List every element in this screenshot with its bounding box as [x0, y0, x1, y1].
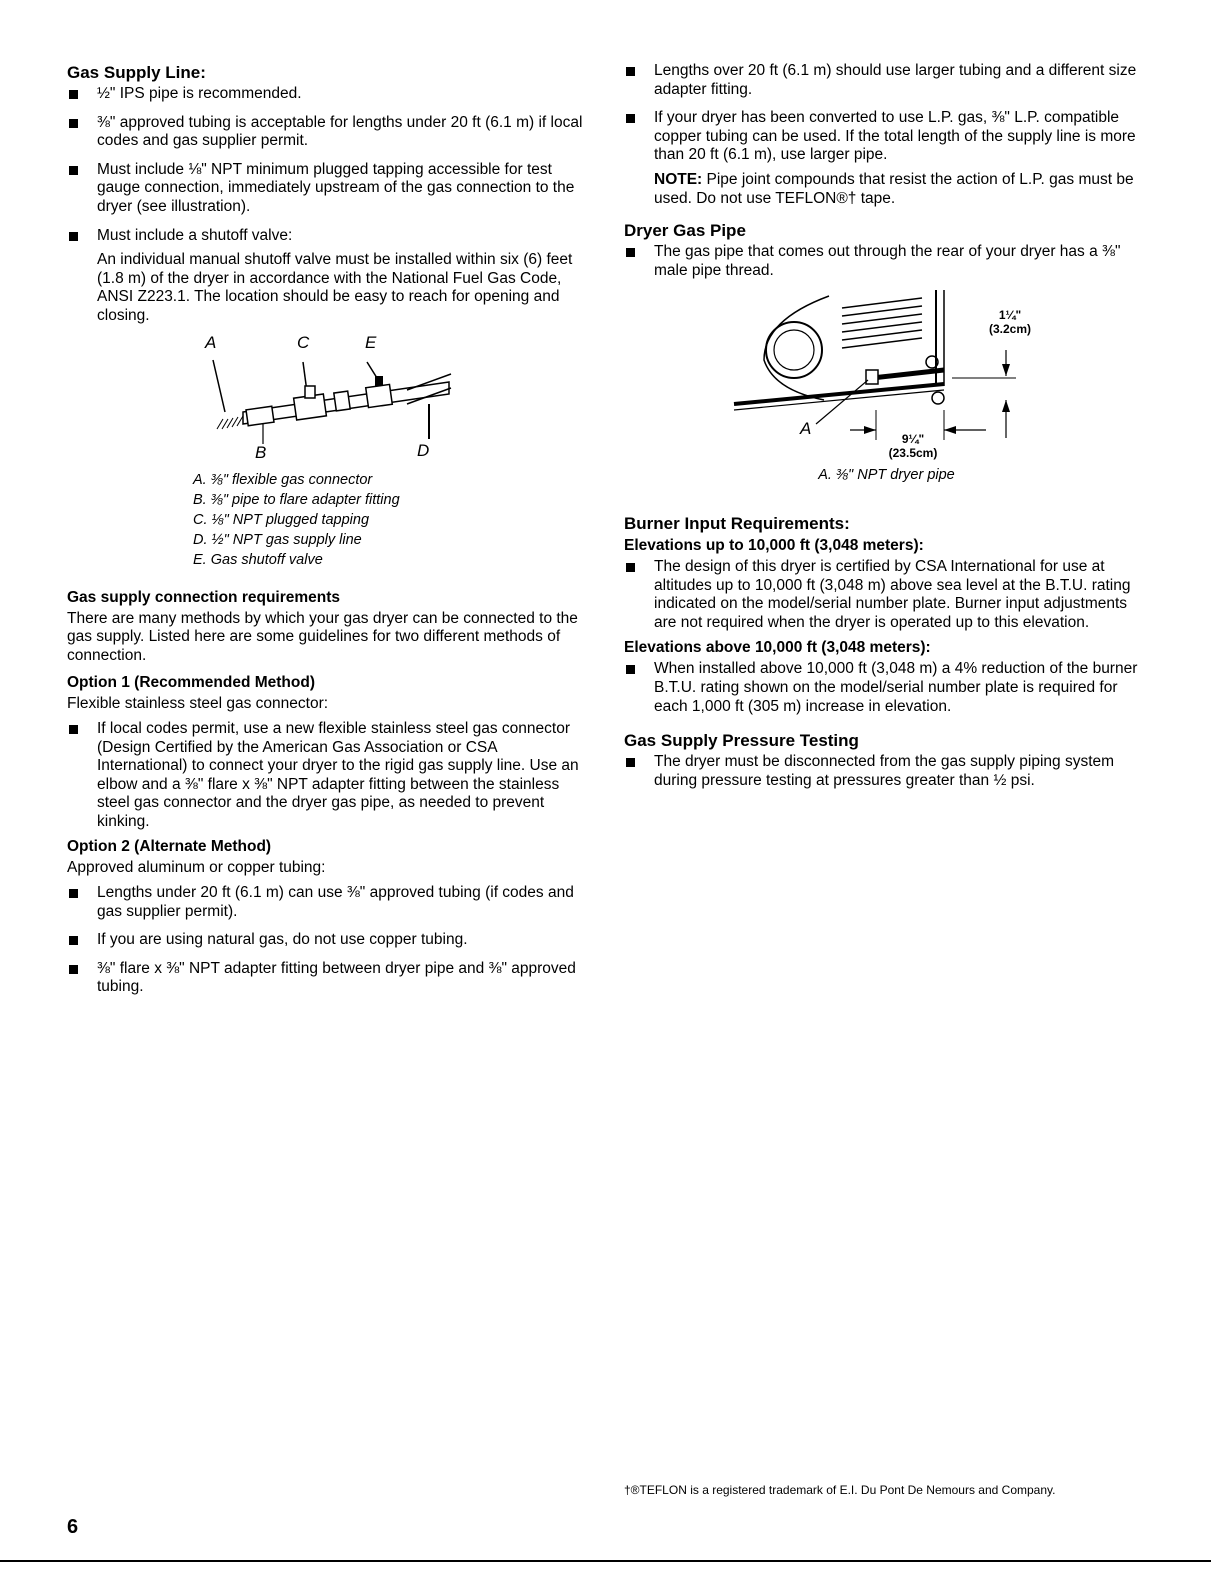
gas-supply-line-list	[67, 85, 589, 245]
gas-connection-illustration	[67, 334, 589, 464]
note-paragraph	[624, 171, 1149, 208]
burner-sub1: Elevations up to 10,000 ft (3,048 meters):	[624, 536, 924, 554]
list-item: Lengths over 20 ft (6.1 m) should use larger tubing and a different size adapter fitting.	[624, 62, 1149, 99]
dim-vertical	[978, 308, 1042, 336]
dim-vertical-imperial: 1¼"	[998, 308, 1022, 323]
list-item: ½" IPS pipe is recommended.	[67, 85, 589, 104]
list-item: When installed above 10,000 ft (3,048 m) a 4% reduction of the burner B.T.U. rating shown on the model/serial number plate is required for each 1,000 ft (305 m) increase in elevation.	[624, 660, 1149, 716]
dryer-gas-pipe-list	[624, 243, 1149, 280]
list-item: The gas pipe that comes out through the rear of your dryer has a ⅜" male pipe thread.	[624, 243, 1149, 280]
shutoff-valve-text: An individual manual shutoff valve must be installed within six (6) feet (1.8 m) of the dryer in accordance with the National Fuel Gas Code, ANSI Z223.1. The location should be easy to reach for opening and closing.	[97, 251, 573, 324]
figure-label-a: A	[800, 419, 812, 439]
trademark-footnote: †®TEFLON is a registered trademark of E.I. Du Pont De Nemours and Company.	[624, 1483, 1056, 1497]
figure-label-c: C	[297, 332, 310, 352]
caption-e: E. Gas shutoff valve	[193, 551, 323, 568]
gas-connection-figure	[67, 334, 589, 464]
dim-horizontal-metric: (23.5cm)	[888, 446, 938, 461]
list-item: If local codes permit, use a new flexible stainless steel gas connector (Design Certified by the American Gas Association or CSA International) to connect your dryer to the rigid gas supply line. Use an elbow and a ⅜" flare x ⅜" NPT adapter fitting between the stainless steel gas connector and the dryer gas pipe, as needed to prevent kinking.	[67, 720, 589, 832]
option1-heading: Option 1 (Recommended Method)	[67, 674, 315, 692]
burner-list-2	[624, 660, 1149, 716]
caption-c: C. ⅛" NPT plugged tapping	[193, 511, 370, 528]
page-number: 6	[67, 1516, 79, 1538]
burner-heading: Burner Input Requirements:	[624, 513, 850, 533]
figure-label-d: D	[417, 440, 430, 460]
pressure-testing-heading: Gas Supply Pressure Testing	[624, 731, 859, 751]
connection-requirements-heading: Gas supply connection requirements	[67, 588, 341, 606]
dryer-pipe-caption: A. ⅜" NPT dryer pipe	[818, 467, 955, 484]
burner-sub2: Elevations above 10,000 ft (3,048 meters):	[624, 639, 931, 657]
bottom-rule	[0, 1560, 1211, 1562]
figure-captions	[67, 470, 589, 570]
caption-d: D. ½" NPT gas supply line	[193, 531, 362, 548]
figure-label-b: B	[255, 442, 267, 462]
list-item: The dryer must be disconnected from the gas supply piping system during pressure testing at pressures greater than ½ psi.	[624, 753, 1149, 790]
figure-label-a: A	[205, 332, 217, 352]
dim-horizontal	[878, 432, 948, 460]
list-item: Must include a shutoff valve:	[67, 227, 589, 246]
tubing-list	[624, 62, 1149, 165]
option1-list	[67, 720, 589, 832]
list-item: The design of this dryer is certified by CSA International for use at altitudes up to 10,000 ft (3,048 m) above sea level at the B.T.U. rating indicated on the model/serial number plate. Burner input adjustments are not required when the dryer is operated up to this elevation.	[624, 558, 1149, 632]
caption-a: A. ⅜" flexible gas connector	[193, 471, 373, 488]
option2-heading: Option 2 (Alternate Method)	[67, 838, 272, 856]
list-item: Lengths under 20 ft (6.1 m) can use ⅜" approved tubing (if codes and gas supplier permit).	[67, 884, 589, 921]
dryer-gas-pipe-heading: Dryer Gas Pipe	[624, 221, 746, 241]
right-column	[624, 62, 1149, 800]
list-item: ⅜" approved tubing is acceptable for lengths under 20 ft (6.1 m) if local codes and gas supplier permit.	[67, 114, 589, 151]
list-item: ⅜" flare x ⅜" NPT adapter fitting between dryer pipe and ⅜" approved tubing.	[67, 960, 589, 997]
burner-list-1	[624, 558, 1149, 632]
connection-intro: There are many methods by which your gas dryer can be connected to the gas supply. Listed here are some guidelines for two different methods of connection.	[67, 609, 578, 664]
note-label: NOTE:	[654, 170, 703, 188]
note-text: Pipe joint compounds that resist the action of L.P. gas must be used. Do not use TEFLON®† tape.	[654, 170, 1134, 207]
figure-label-e: E	[365, 332, 377, 352]
list-item: Must include ⅛" NPT minimum plugged tapping accessible for test gauge connection, immediately upstream of the gas connection to the dryer (see illustration).	[67, 161, 589, 217]
option2-list	[67, 884, 589, 997]
dim-horizontal-imperial: 9¼"	[901, 432, 925, 447]
caption-b: B. ⅜" pipe to flare adapter fitting	[193, 491, 400, 508]
pressure-testing-list	[624, 753, 1149, 790]
list-item: If your dryer has been converted to use L.P. gas, ⅜" L.P. compatible copper tubing can be used. If the total length of the supply line is more than 20 ft (6.1 m), use larger pipe.	[624, 109, 1149, 165]
dim-vertical-metric: (3.2cm)	[988, 322, 1032, 337]
dryer-pipe-figure	[624, 290, 1149, 462]
list-item: If you are using natural gas, do not use copper tubing.	[67, 931, 589, 950]
option1-sub: Flexible stainless steel gas connector:	[67, 695, 329, 713]
left-column	[67, 62, 589, 1007]
option2-sub: Approved aluminum or copper tubing:	[67, 859, 326, 877]
gas-supply-line-heading: Gas Supply Line:	[67, 63, 206, 82]
